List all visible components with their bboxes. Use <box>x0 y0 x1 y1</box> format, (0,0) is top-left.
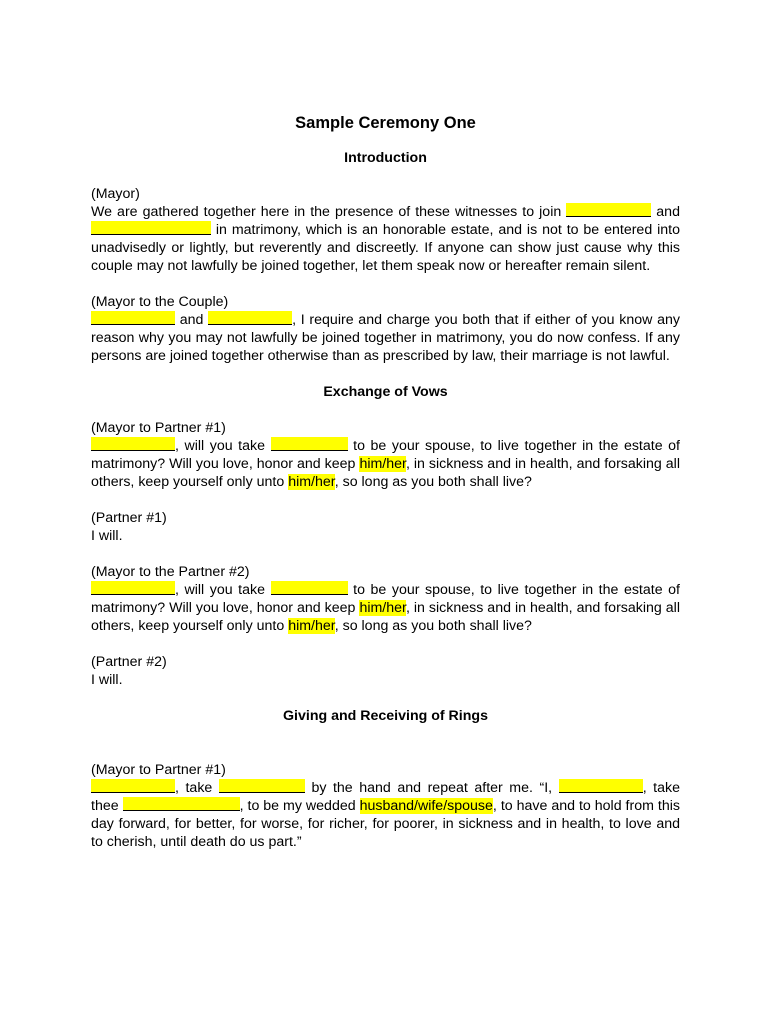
speaker-label: (Mayor to the Couple) <box>91 294 229 310</box>
name-blank[interactable] <box>91 221 211 235</box>
pronoun-highlight: him/her <box>359 456 406 472</box>
pronoun-highlight: him/her <box>288 618 335 634</box>
name-blank[interactable] <box>219 779 305 793</box>
speaker-label: (Partner #2) <box>91 654 167 670</box>
role-highlight: husband/wife/spouse <box>359 798 493 814</box>
name-blank[interactable] <box>566 203 651 217</box>
vow-question-1: , will you take to be your spouse, to live together in the estate of matrimony? Will you love, honor and keep him/her, in sickness and in health, and forsaking all others, keep yourself only unto him/her, so long as you both shall live? <box>91 438 680 490</box>
pronoun-highlight: him/her <box>288 474 335 490</box>
speaker-label: (Mayor to Partner #1) <box>91 420 226 436</box>
charge-paragraph: and , I require and charge you both that if either of you know any reason why you may not lawfully be joined together in matrimony, you do now confess. If any persons are joined together otherwise than as prescribed by law, their marriage is not lawful. <box>91 312 680 364</box>
response-text: I will. <box>91 528 123 544</box>
name-blank[interactable] <box>271 437 348 451</box>
name-blank[interactable] <box>208 311 292 325</box>
speaker-label: (Partner #1) <box>91 510 167 526</box>
response-text: I will. <box>91 672 123 688</box>
name-blank[interactable] <box>91 311 175 325</box>
name-blank[interactable] <box>91 779 175 793</box>
section-heading-vows: Exchange of Vows <box>323 384 448 400</box>
name-blank[interactable] <box>91 581 175 595</box>
speaker-label: (Mayor) <box>91 186 140 202</box>
pronoun-highlight: him/her <box>359 600 406 616</box>
intro-paragraph: We are gathered together here in the presence of these witnesses to join and in matrimony, which is an honorable estate, and is not to be entered into unadvisedly or lightly, but reverently and discreetly. If anyone can show just cause why this couple may not lawfully be joined together, let them speak now or hereafter remain silent. <box>91 204 680 274</box>
section-heading-introduction: Introduction <box>344 150 427 166</box>
speaker-label: (Mayor to the Partner #2) <box>91 564 250 580</box>
document-title: Sample Ceremony One <box>295 114 476 132</box>
name-blank[interactable] <box>271 581 348 595</box>
document-body <box>91 113 680 851</box>
speaker-label: (Mayor to Partner #1) <box>91 762 226 778</box>
name-blank[interactable] <box>123 797 240 811</box>
ring-vow: , take by the hand and repeat after me. “I, , take thee , to be my wedded husband/wife/spouse, to have and to hold from this day forward, for better, for worse, for richer, for poorer, in sickness and in health, to love and to cherish, until death do us part.” <box>91 780 680 850</box>
name-blank[interactable] <box>91 437 175 451</box>
section-heading-rings: Giving and Receiving of Rings <box>283 708 488 724</box>
name-blank[interactable] <box>559 779 643 793</box>
vow-question-2: , will you take to be your spouse, to live together in the estate of matrimony? Will you love, honor and keep him/her, in sickness and in health, and forsaking all others, keep yourself only unto him/her, so long as you both shall live? <box>91 582 680 634</box>
